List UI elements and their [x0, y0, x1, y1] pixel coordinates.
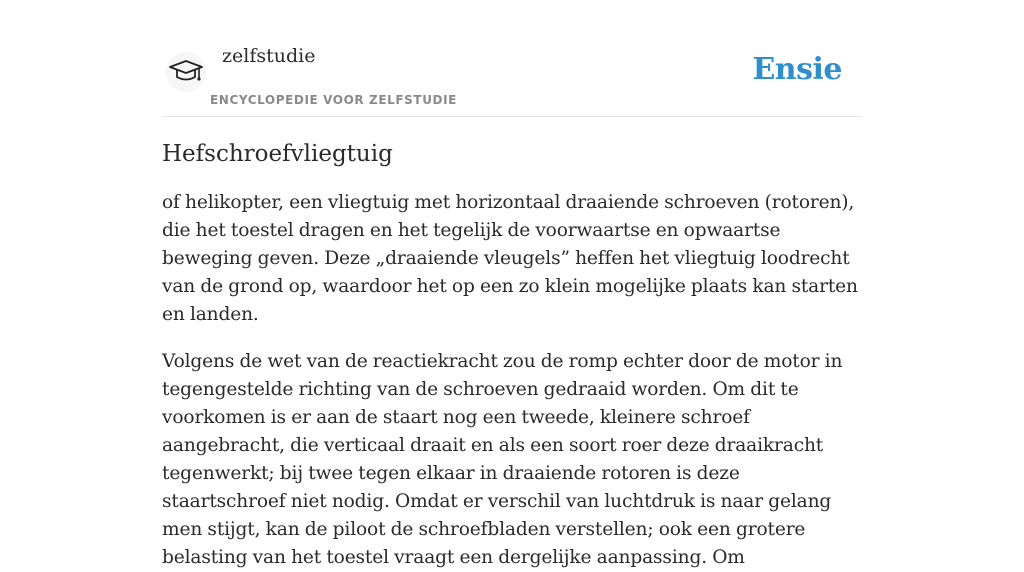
site-name-link[interactable]: zelfstudie [222, 45, 316, 67]
site-header [162, 0, 862, 117]
article-paragraph: of helikopter, een vliegtuig met horizontaal draaiende schroeven (rotoren), die het toestel dragen en het tegelijk de voorwaartse en opwaartse beweging geven. Deze „draaiende vleugels” heffen het vliegtuig loodrecht van de grond op, waardoor het op een zo klein mogelijke plaats kan starten en landen. [162, 192, 858, 325]
site-logo[interactable] [166, 52, 206, 92]
graduation-cap-icon [168, 58, 204, 86]
article [162, 138, 862, 572]
article-title: Hefschroefvliegtuig [162, 141, 393, 167]
article-paragraph: Volgens de wet van de reactiekracht zou de romp echter door de motor in tegengestelde richting van de schroeven gedraaid worden. Om dit te voorkomen is er aan de staart nog een tweede, kleinere schroef aangebracht, die verticaal draait en als een soort roer deze draaikracht tegenwerkt; bij twee tegen elkaar in draaiende rotoren is deze staartschroef niet nodig. Omdat er verschil van luchtdruk is naar gelang men stijgt, kan de piloot de schroefbladen verstellen; ook een grotere belasting van het toestel vraagt een dergelijke aanpassing. Om [162, 351, 843, 568]
ensie-brand-link[interactable]: Ensie [752, 52, 842, 87]
site-tagline: ENCYCLOPEDIE VOOR ZELFSTUDIE [210, 93, 457, 107]
